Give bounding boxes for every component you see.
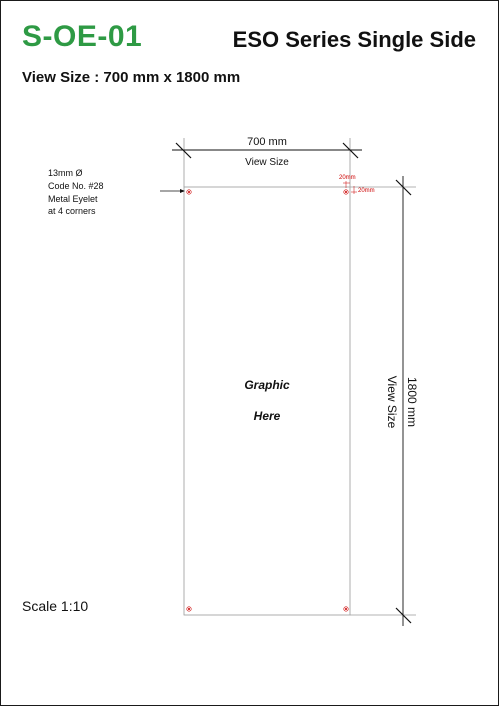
offset-top-label: 20mm <box>339 175 356 181</box>
graphic-placeholder-line2: Here <box>253 409 281 423</box>
eyelet-top-right <box>344 190 348 194</box>
eyelet-markers <box>187 190 348 611</box>
height-tick-bottom <box>396 608 411 623</box>
eyelet-bottom-left <box>187 607 191 611</box>
graphic-placeholder-line1: Graphic <box>244 378 290 392</box>
offset-side-label: 20mm <box>358 188 375 194</box>
height-caption: View Size <box>385 375 399 429</box>
series-title: ESO Series Single Side <box>232 27 476 52</box>
eyelet-bottom-right <box>344 607 348 611</box>
product-code: S-OE-01 <box>22 20 143 53</box>
eyelet-note-line: 13mm Ø <box>48 168 83 178</box>
eyelet-note-line: Metal Eyelet <box>48 194 98 204</box>
banner-outline <box>184 187 350 615</box>
width-caption: View Size <box>245 157 289 168</box>
view-size-heading: View Size : 700 mm x 1800 mm <box>22 69 241 86</box>
scale-label: Scale 1:10 <box>22 598 89 614</box>
eyelet-note <box>48 168 106 216</box>
height-label: 1800 mm <box>405 376 419 428</box>
width-label: 700 mm <box>247 136 287 148</box>
height-tick-top <box>396 180 411 195</box>
width-tick-left <box>176 143 191 158</box>
eyelet-note-line: Code No. #28 <box>48 181 104 191</box>
width-tick-right <box>343 143 358 158</box>
eyelet-note-line: at 4 corners <box>48 206 96 216</box>
eyelet-top-left <box>187 190 191 194</box>
